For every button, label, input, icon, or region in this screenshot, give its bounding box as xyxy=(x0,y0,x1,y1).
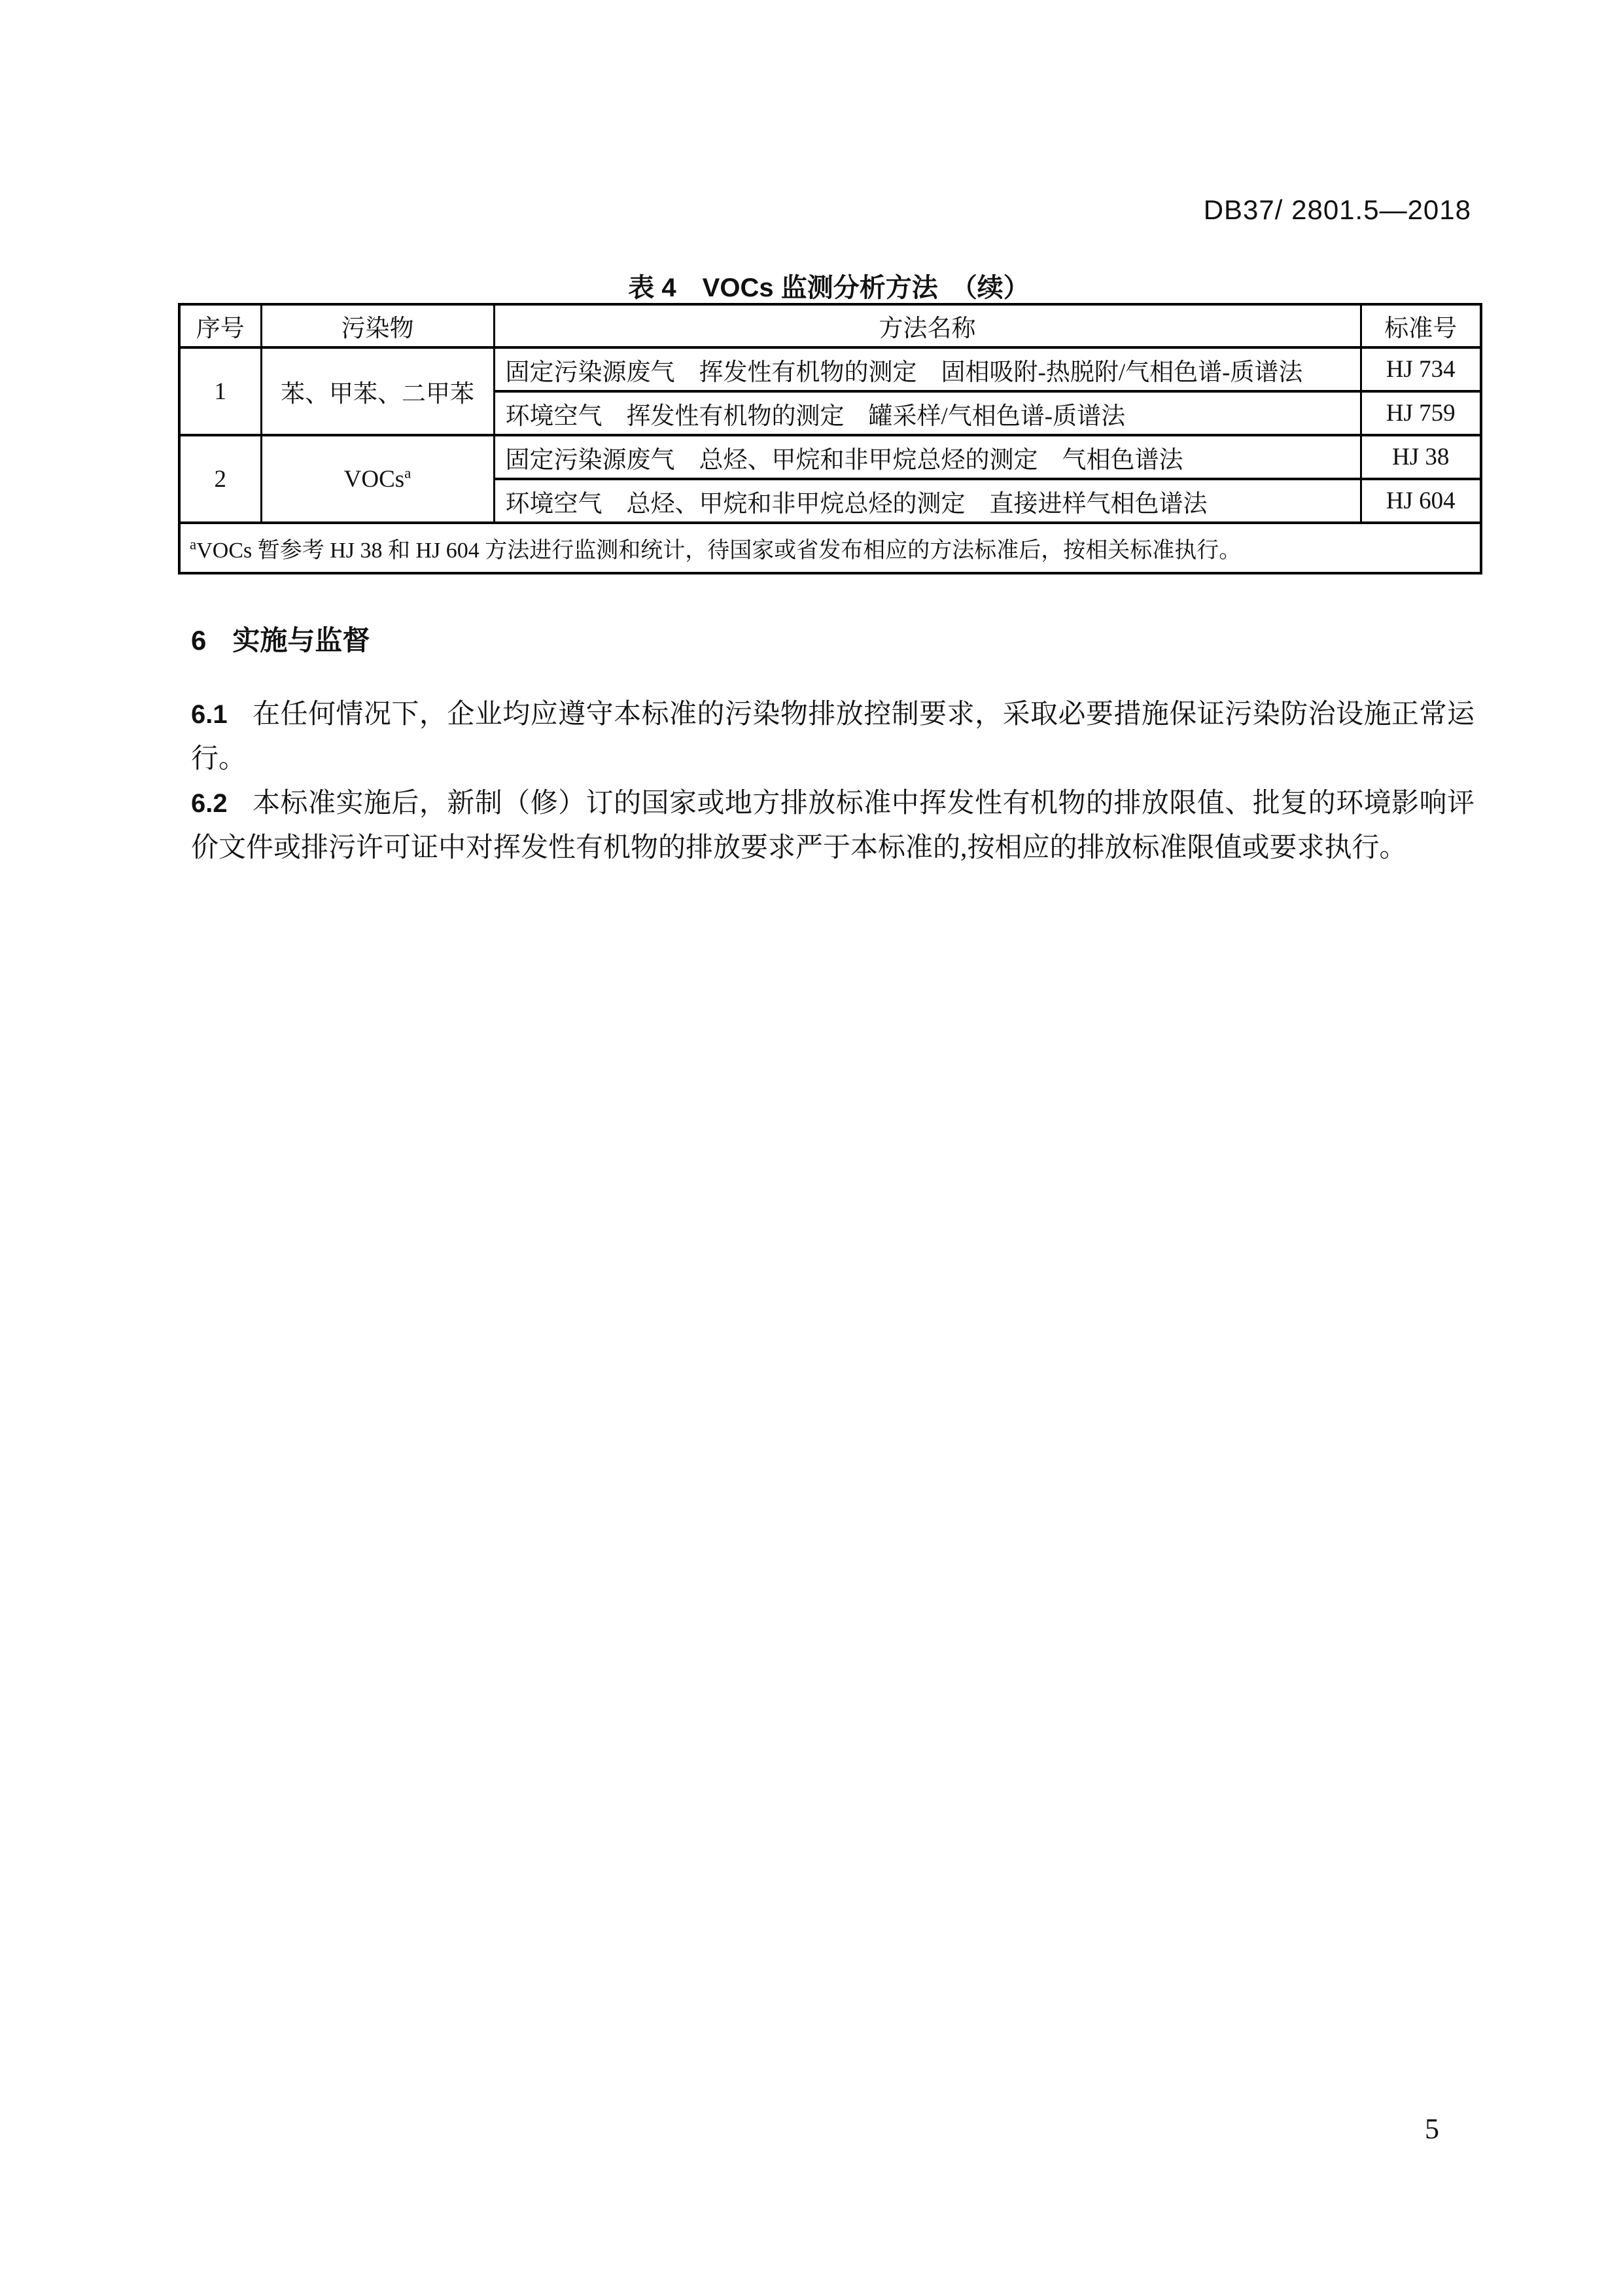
pollutant-cell xyxy=(261,435,494,523)
clause-text: 本标准实施后，新制（修）订的国家或地方排放标准中挥发性有机物的排放限值、批复的环境影响评价文件或排污许可证中对挥发性有机物的排放要求严于本标准的,按相应的排放标准限值或要求执行。 xyxy=(191,788,1475,863)
standard-cell: HJ 759 xyxy=(1361,391,1481,435)
footnote-text: VOCs 暂参考 HJ 38 和 HJ 604 方法进行监测和统计，待国家或省发布相应的方法标准后，按相关标准执行。 xyxy=(196,539,1242,563)
clause-6-2 xyxy=(191,781,1475,870)
method-cell: 固定污染源废气 挥发性有机物的测定 固相吸附-热脱附/气相色谱-质谱法 xyxy=(494,347,1361,391)
section-title: 实施与监督 xyxy=(232,625,370,656)
pollutant-label: VOCs xyxy=(343,465,405,493)
clause-text: 在任何情况下，企业均应遵守本标准的污染物排放控制要求，采取必要措施保证污染防治设施正常运行。 xyxy=(191,699,1475,774)
clause-6-1 xyxy=(191,692,1475,781)
column-header-method: 方法名称 xyxy=(494,304,1361,347)
standard-cell: HJ 604 xyxy=(1361,479,1481,523)
table-row xyxy=(179,347,1481,391)
seq-cell: 1 xyxy=(179,347,261,435)
clause-number: 6.2 xyxy=(191,789,228,818)
standard-cell: HJ 734 xyxy=(1361,347,1481,391)
column-header-pollutant: 污染物 xyxy=(261,304,494,347)
table-footnote-row xyxy=(179,523,1481,573)
section-body xyxy=(191,692,1475,870)
table-title: 表 4 VOCs 监测分析方法 （续） xyxy=(628,274,1030,302)
footnote-marker: a xyxy=(190,536,197,553)
section-number: 6 xyxy=(191,625,207,656)
table-row xyxy=(179,435,1481,479)
column-header-standard: 标准号 xyxy=(1361,304,1481,347)
page-number: 5 xyxy=(1425,2113,1439,2145)
method-cell: 固定污染源废气 总烃、甲烷和非甲烷总烃的测定 气相色谱法 xyxy=(494,435,1361,479)
pollutant-cell: 苯、甲苯、二甲苯 xyxy=(261,347,494,435)
methods-table xyxy=(178,303,1482,574)
clause-number: 6.1 xyxy=(191,700,228,729)
table-footnote xyxy=(179,523,1481,573)
method-cell: 环境空气 总烃、甲烷和非甲烷总烃的测定 直接进样气相色谱法 xyxy=(494,479,1361,523)
standard-cell: HJ 38 xyxy=(1361,435,1481,479)
footnote-marker: a xyxy=(404,465,411,482)
seq-cell: 2 xyxy=(179,435,261,523)
section-heading xyxy=(191,619,370,658)
column-header-seq: 序号 xyxy=(179,304,261,347)
method-cell: 环境空气 挥发性有机物的测定 罐采样/气相色谱-质谱法 xyxy=(494,391,1361,435)
doc-code: DB37/ 2801.5—2018 xyxy=(1203,194,1471,225)
table-header-row xyxy=(179,304,1481,347)
